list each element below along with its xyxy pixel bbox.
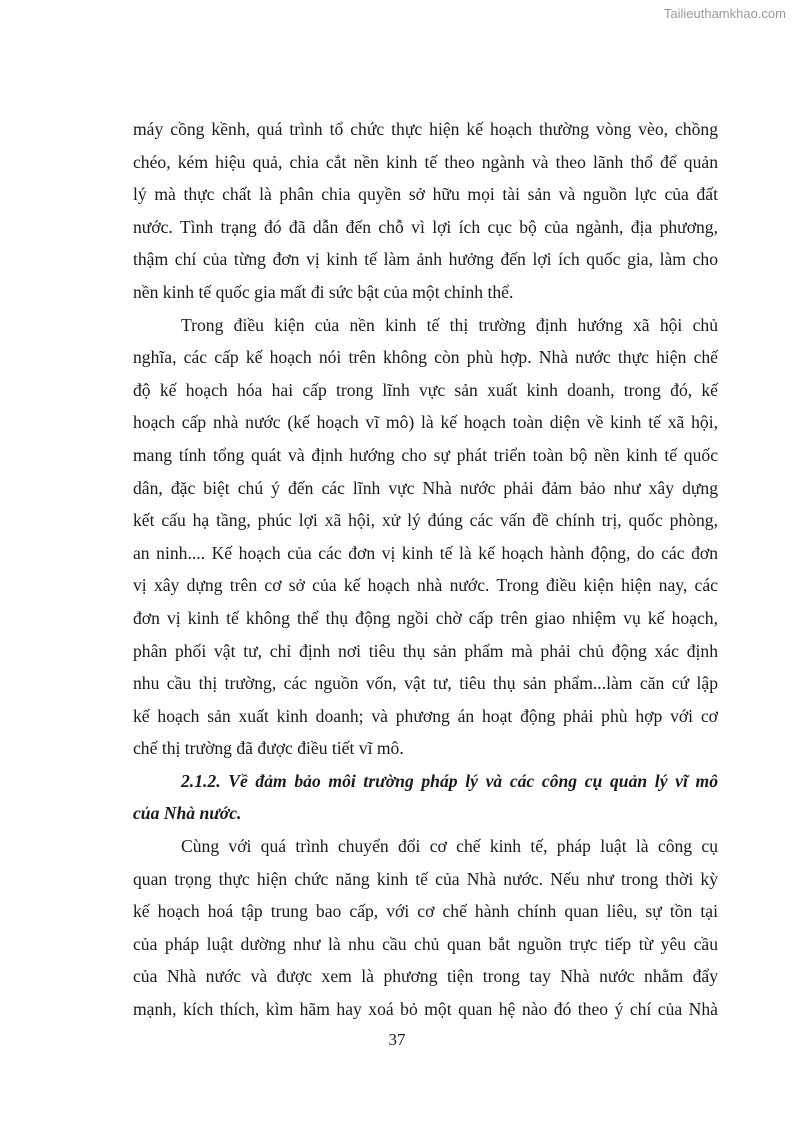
text-line: chế thị trường đã được điều tiết vĩ mô. xyxy=(133,738,404,759)
text-line: Cùng với quá trình chuyển đổi cơ chế kinh tế, pháp luật là công cụ xyxy=(181,836,718,857)
text-line: quan trọng thực hiện chức năng kinh tế của Nhà nước. Nếu như trong thời kỳ xyxy=(133,868,718,889)
text-line: đơn vị kinh tế không thể thụ động ngồi chờ cấp trên giao nhiệm vụ kế hoạch, xyxy=(133,607,718,628)
page-number: 37 xyxy=(388,1030,406,1049)
paragraph-3 xyxy=(133,830,718,1026)
text-line: phân phối vật tư, chỉ định nơi tiêu thụ sản phẩm mà phải chủ động xác định xyxy=(133,640,718,661)
text-line: Trong điều kiện của nền kinh tế thị trường định hướng xã hội chủ xyxy=(181,314,718,335)
text-line: thậm chí của từng đơn vị kinh tế làm ảnh hưởng đến lợi ích quốc gia, làm cho xyxy=(133,249,718,270)
text-line: kết cấu hạ tầng, phúc lợi xã hội, xử lý đúng các vấn đề chính trị, quốc phòng, xyxy=(133,510,718,531)
text-line: nền kinh tế quốc gia mất đi sức bật của một chỉnh thể. xyxy=(133,281,514,302)
heading-line: 2.1.2. Về đảm bảo môi trường pháp lý và các công cụ quản lý vĩ mô xyxy=(181,770,718,791)
text-line: độ kế hoạch hóa hai cấp trong lĩnh vực sản xuất kinh doanh, trong đó, kế xyxy=(133,379,718,400)
text-line: nhu cầu thị trường, các nguồn vốn, vật tư, tiêu thụ sản phẩm...làm căn cứ lập xyxy=(133,673,718,694)
heading-line: của Nhà nước. xyxy=(133,803,242,824)
text-line: kế hoạch hoá tập trung bao cấp, với cơ chế hành chính quan liêu, sự tồn tại xyxy=(133,901,718,922)
text-line: nghĩa, các cấp kế hoạch nói trên không còn phù hợp. Nhà nước thực hiện chế xyxy=(133,347,718,368)
text-line: của pháp luật dường như là nhu cầu chủ quan bắt nguồn trực tiếp từ yêu cầu xyxy=(133,933,718,954)
paragraph-1 xyxy=(133,113,718,309)
text-line: của Nhà nước và được xem là phương tiện trong tay Nhà nước nhằm đẩy xyxy=(133,966,718,987)
text-line: kế hoạch sản xuất kinh doanh; và phương án hoạt động phải phù hợp với cơ xyxy=(133,705,718,726)
section-heading xyxy=(133,765,718,830)
paragraph-2 xyxy=(133,309,718,765)
text-line: hoạch cấp nhà nước (kế hoạch vĩ mô) là kế hoạch toàn diện về kinh tế xã hội, xyxy=(133,412,718,433)
text-line: lý mà thực chất là phân chia quyền sở hữu mọi tài sản và nguồn lực của đất xyxy=(133,184,718,205)
text-line: an ninh.... Kế hoạch của các đơn vị kinh tế là kế hoạch hành động, do các đơn xyxy=(133,542,718,563)
text-line: dân, đặc biệt chú ý đến các lĩnh vực Nhà nước phải đảm bảo như xây dựng xyxy=(133,477,718,498)
watermark: Tailieuthamkhao.com xyxy=(663,6,786,21)
text-line: vị xây dựng trên cơ sở của kế hoạch nhà nước. Trong điều kiện hiện nay, các xyxy=(133,575,718,596)
text-line: mạnh, kích thích, kìm hãm hay xoá bỏ một quan hệ nào đó theo ý chí của Nhà xyxy=(133,999,718,1020)
text-line: mang tính tổng quát và định hướng cho sự phát triển toàn bộ nền kinh tế quốc xyxy=(133,444,718,465)
text-line: nước. Tình trạng đó đã dẫn đến chỗ vì lợi ích cục bộ của ngành, địa phương, xyxy=(133,216,718,237)
document-body xyxy=(133,113,718,1026)
text-line: chéo, kém hiệu quả, chia cắt nền kinh tế theo ngành và theo lãnh thổ để quản xyxy=(133,151,718,172)
text-line: máy cồng kềnh, quá trình tổ chức thực hiện kế hoạch thường vòng vèo, chồng xyxy=(133,119,718,139)
